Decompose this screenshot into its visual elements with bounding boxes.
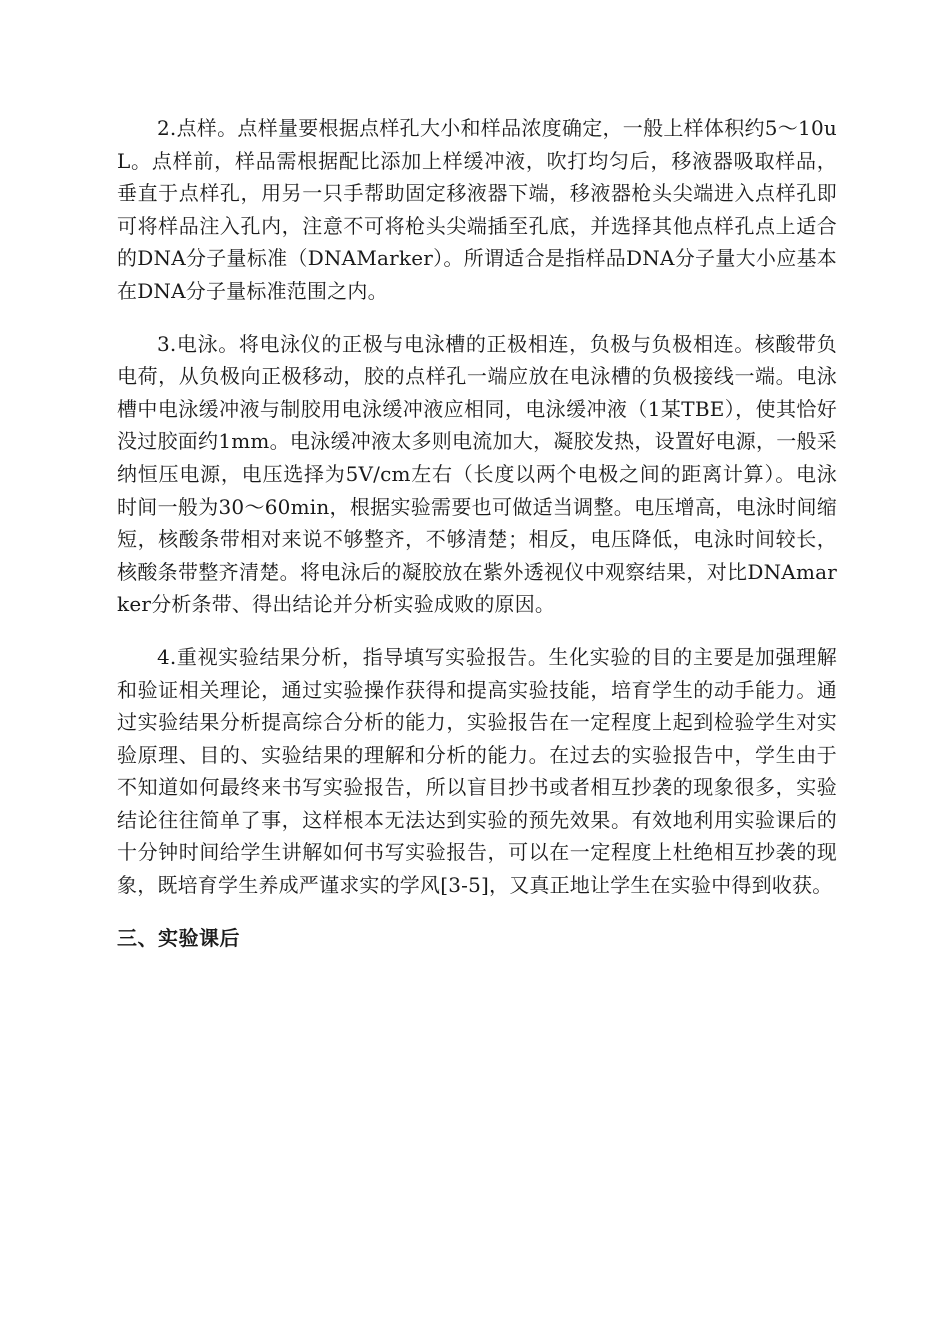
paragraph-gap	[117, 308, 837, 328]
paragraph-result-analysis: 4.重视实验结果分析，指导填写实验报告。生化实验的目的主要是加强理解和验证相关理论，通过实验操作获得和提高实验技能，培育学生的动手能力。通过实验结果分析提高综合分析的能力，实验报告在一定程度上起到检验学生对实验原理、目的、实验结果的理解和分析的能力。在过去的实验报告中，学生由于不知道如何最终来书写实验报告，所以盲目抄书或者相互抄袭的现象很多，实验结论往往简单了事，这样根本无法达到实验的预先效果。有效地利用实验课后的十分钟时间给学生讲解如何书写实验报告，可以在一定程度上杜绝相互抄袭的现象，既培育学生养成严谨求实的学风[3-5]，又真正地让学生在实验中得到收获。	[117, 644, 837, 898]
paragraph-sample-loading: 2.点样。点样量要根据点样孔大小和样品浓度确定，一般上样体积约5～10uL。点样前，样品需根据配比添加上样缓冲液，吹打均匀后，移液器吸取样品，垂直于点样孔，用另一只手帮助固定移液器下端，移液器枪头尖端进入点样孔即可将样品注入孔内，注意不可将枪头尖端插至孔底，并选择其他点样孔点上适合的DNA分子量标准（DNAMarker）。所谓适合是指样品DNA分子量大小应基本在DNA分子量标准范围之内。	[117, 116, 837, 303]
paragraph-gap	[117, 621, 837, 641]
paragraph-electrophoresis: 3.电泳。将电泳仪的正极与电泳槽的正极相连，负极与负极相连。核酸带负电荷，从负极向正极移动，胶的点样孔一端应放在电泳槽的负极接线一端。电泳槽中电泳缓冲液与制胶用电泳缓冲液应相同，电泳缓冲液（1某TBE），使其恰好没过胶面约1mm。电泳缓冲液太多则电流加大，凝胶发热，设置好电源，一般采纳恒压电源，电压选择为5V/cm左右（长度以两个电极之间的距离计算）。电泳时间一般为30～60min，根据实验需要也可做适当调整。电压增高，电泳时间缩短，核酸条带相对来说不够整齐，不够清楚；相反，电压降低，电泳时间较长，核酸条带整齐清楚。将电泳后的凝胶放在紫外透视仪中观察结果，对比DNAmarker分析条带、得出结论并分析实验成败的原因。	[117, 331, 837, 617]
section-heading: 三、实验课后	[117, 925, 240, 950]
document-page	[117, 112, 837, 954]
paragraph-gap	[117, 902, 837, 922]
